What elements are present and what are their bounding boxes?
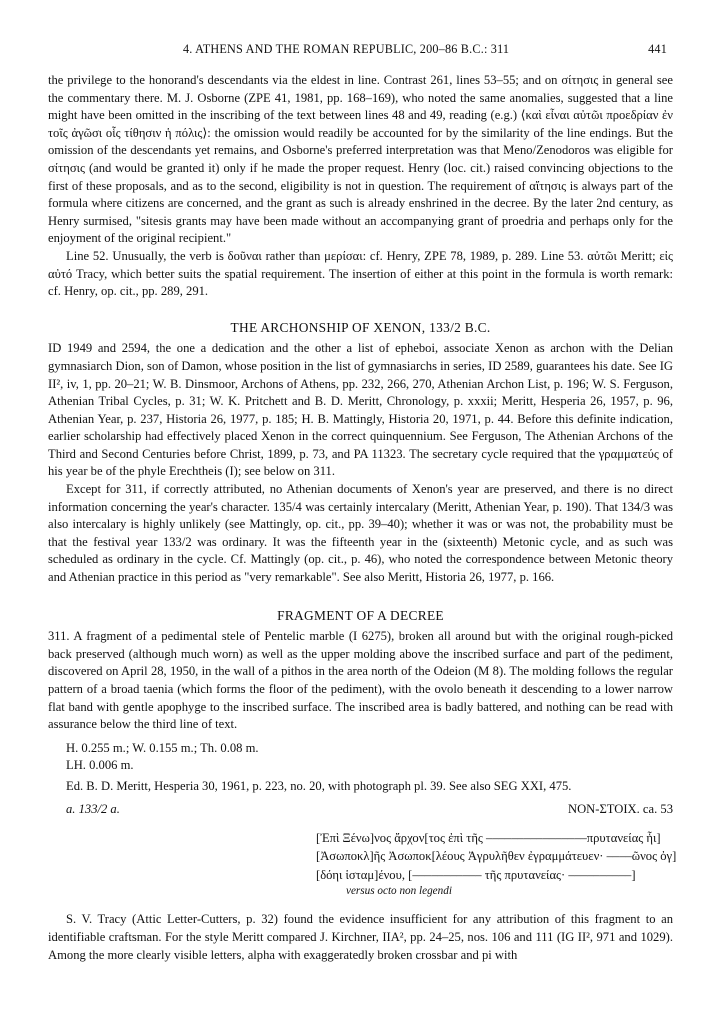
edition-reference: Ed. B. D. Meritt, Hesperia 30, 1961, p. 223, no. 20, with photograph pl. 39. See also SEG XXI, 475.	[66, 778, 572, 793]
section-heading-fragment: FRAGMENT OF A DECREE	[277, 607, 444, 623]
inscription-note: versus octo non legendi	[346, 885, 452, 898]
section-heading-archonship: THE ARCHONSHIP OF XENON, 133/2 B.C.	[230, 319, 491, 335]
date-line	[48, 801, 673, 819]
date-left: a. 133/2 a.	[66, 802, 120, 817]
running-title: 4. ATHENS AND THE ROMAN REPUBLIC, 200–86 B.C.: 311	[183, 42, 510, 56]
paragraph-fragment-description: 311. A fragment of a pedimental stele of Pentelic marble (I 6275), broken all around but with the original rough-picked back preserved (although much worn) as well as the upper molding above the inscribed surface and part of the pediment, discovered on April 28, 1950, in the wall of a pithos in the area north of the Odeion (M 8). The molding follows the regular pattern of a broad taenia (which forms the floor of the pediment), with the ovolo beneath it descending to a lower narrow flat band with gentle apophyge to the inscribed surface. The inscribed area is badly battered, and nothing can be read with assurance below the third line of text.	[48, 629, 673, 732]
paragraph-archonship-2: Except for 311, if correctly attributed, no Athenian documents of Xenon's year are preserved, and there is no direct information concerning the year's character. 135/4 was certainly intercalary (Meritt, Athenian Year, p. 190). That 134/3 was also intercalary is highly unlikely (see Mattingly, op. cit., pp. 39–40); whether it was or was not, the probability must be that the festival year 133/2 was ordinary. It was the fifteenth year in the (sixteenth) Metonic cycle, and as such was scheduled as ordinary in the cycle. Cf. Mattingly (op. cit., p. 46), who noted the correspondence between Metonic theory and Athenian practice in this period as "very remarkable". See also Meritt, Historia 26, 1977, p. 166.	[48, 482, 673, 585]
paragraph-commentary-continuation: the privilege to the honorand's descendants via the eldest in line. Contrast 261, lines 53–55; and on σίτησις in general see the commentary there. M. J. Osborne (ZPE 41, 1981, pp. 168–169), who noted the same anomalies, suggested that a line might have been omitted in the inscribing of the text between lines 48 and 49, reading (e.g.) ⟨καὶ εἶναι αὐτῶι προεδρίαν ἐν τοῖς ἀγῶσι οἷς τίθησιν ἡ πόλις⟩: the omission would readily be accounted for by the similarity of the line endings. But the omission of the descendants yet remains, and Osborne's preferred interpretation was that Meno/Zenodoros was eligible for σίτησις (and would be granted it) only if he made the proper request. Henry (loc. cit.) raised convincing objections to the first of these proposals, and as to the second, eligibility is not in question. The requirement of αἴτησις is always part of the formula where citizens are concerned, and the grant as such is already enshrined in the decree. By the later 2nd century, as Henry surmised, "sitesis grants may have been made without an accompanying grant of proedria and perhaps only for the enjoyment of the original recipient."	[48, 73, 673, 246]
stoichedon-note: NON-ΣΤΟΙΧ. ca. 53	[567, 802, 673, 817]
body-text	[48, 72, 677, 964]
inscription-text	[316, 829, 677, 900]
dimensions-line-1: H. 0.255 m.; W. 0.155 m.; Th. 0.08 m.	[66, 740, 259, 755]
dimensions	[48, 740, 673, 774]
paragraph-archonship-1: ID 1949 and 2594, the one a dedication and the other a list of epheboi, associate Xenon as archon with the Delian gymnasiarch Dion, son of Damon, whose position in the list of gymnasiarchs in series, ID 2589, guarantees his date. See IG II², iv, 1, pp. 20–21; W. B. Dinsmoor, Archons of Athens, pp. 232, 266, 270, Athenian Archon List, p. 196; W. S. Ferguson, Athenian Tribal Cycles, p. 31; W. K. Pritchett and B. D. Meritt, Chronology, p. xxxii; Meritt, Hesperia 26, 1957, p. 96, Athenian Year, p. 237, Historia 26, 1977, p. 185; H. B. Mattingly, Historia 20, 1971, p. 44. Before this definite indication, earlier scholarship had effectively placed Xenon in the correct quinquennium. See Ferguson, The Athenian Archons of the Third and Second Centuries before Christ, 1899, p. 73, and PA 11323. The secretary cycle required that the γραμματεύς of his year be of the phyle Erechtheis (I); see below on 311.	[48, 341, 673, 479]
paragraph-letter-cutter: S. V. Tracy (Attic Letter-Cutters, p. 32) found the evidence insufficient for any attribution of this fragment to an identifiable craftsman. For the style Meritt compared J. Kirchner, IIA², pp. 24–25, nos. 106 and 111 (IG II², 971 and 1029). Among the more clearly visible letters, alpha with exaggeratedly broken crossbar and pi with	[48, 912, 673, 962]
inscription-line-1: [Ἐπὶ Ξένω]νος ἄρχον[τος ἐπὶ τῆς ––––––––––––––––πρυτανείας ἧι]	[316, 830, 661, 845]
page-number: 441	[648, 42, 667, 56]
inscription-line-2: [Ἀσωποκλ]ῆς Ἀσωποκ[λέους Ἀγρυλῆθεν ἐγραμμάτευεν· ––––ῶνος ὀγ]	[316, 849, 677, 864]
paragraph-line-52-note: Line 52. Unusually, the verb is δοῦναι rather than μερίσαι: cf. Henry, ZPE 78, 1989, p. 289. Line 53. αὐτῶι Meritt; εἰς αὐτό Tracy, which better suits the spatial requirement. The insertion of either at this point in the formula is worth remark: cf. Henry, op. cit., pp. 289, 291.	[48, 248, 673, 299]
inscription-line-3: [δόηι ἱσταμ]ένου, [––––––––––– τῆς πρυτανείας· ––––––––––]	[316, 867, 636, 882]
dimensions-line-2: LH. 0.006 m.	[66, 757, 134, 772]
